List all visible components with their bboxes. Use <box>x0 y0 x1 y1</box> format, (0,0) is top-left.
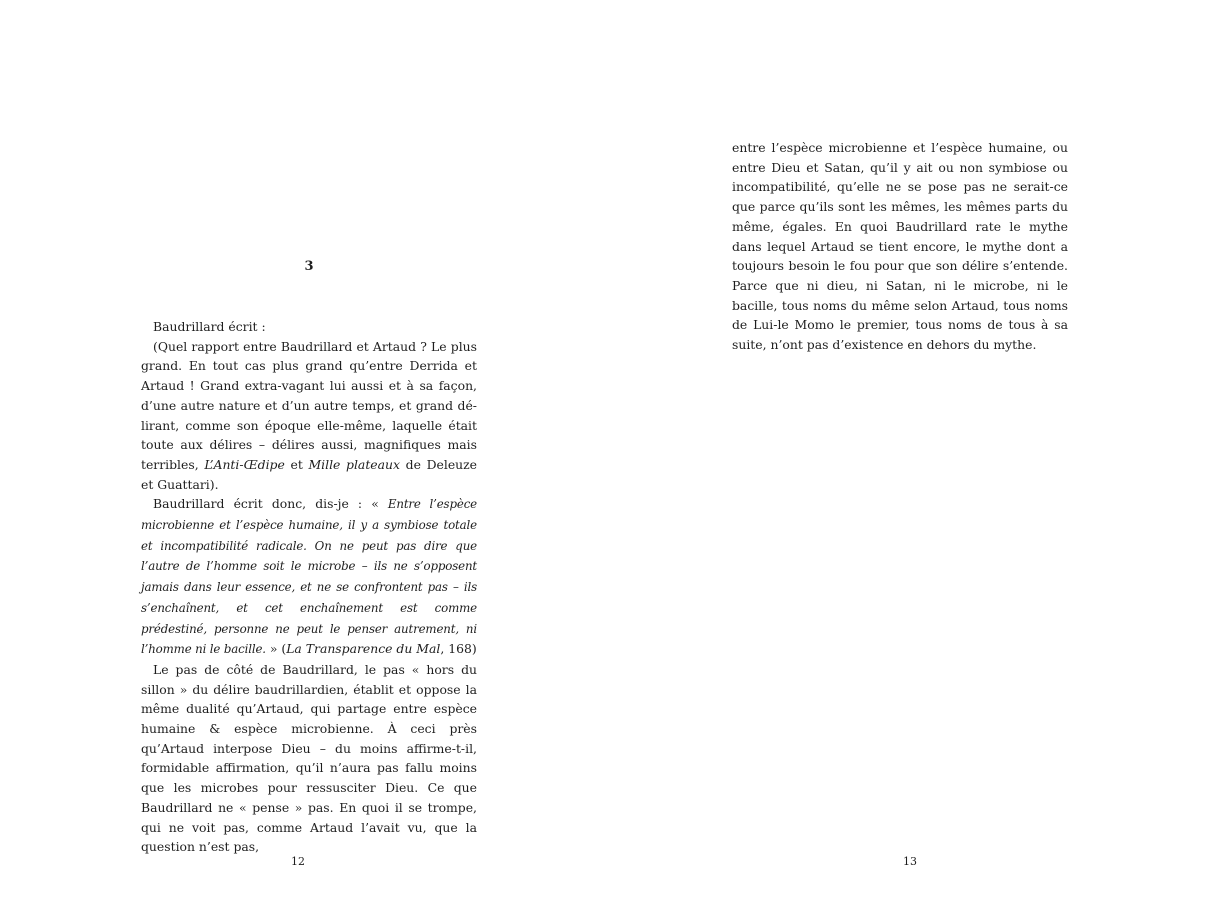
paragraph-2 <box>141 337 477 495</box>
chapter-number: 3 <box>304 259 314 274</box>
right-page-text <box>732 138 1068 355</box>
paragraph-3-intro: Baudrillard écrit donc, dis-je : « <box>153 496 388 512</box>
paragraph-3 <box>141 494 477 660</box>
baudrillard-quote: Entre l’espèce microbienne et l’espèce humaine, il y a symbiose totale et incompatibilité radicale. On ne peut pas dire que l’autre de l’homme soit le microbe – ils ne s’opposent jamais dans leur essence, et ne se confrontent pas – ils s’enchaînent, et cet enchaînement est comme prédestiné, personne ne peut le penser autrement, ni l’homme ni le bacille. <box>141 497 477 657</box>
page-number-right: 13 <box>903 855 917 868</box>
continuation-paragraph: entre l’espèce microbienne et l’espèce humaine, ou entre Dieu et Satan, qu’il y ait ou non symbiose ou incompatibilité, qu’elle ne se pose pas ne serait-ce que parce qu’ils sont les mêmes, les mêmes parts du même, égales. En quoi Baudrillard rate le mythe dans lequel Artaud se tient encore, le mythe dont a toujours besoin le fou pour que son délire s’entende. Parce que ni dieu, ni Satan, ni le microbe, ni le bacille, tous noms du même selon Artaud, tous noms de Lui-le Momo le premier, tous noms de tous à sa suite, n’ont pas d’existence en dehors du mythe. <box>732 140 1068 353</box>
book-title-anti-oedipe: L’Anti-Œdipe <box>204 456 285 472</box>
paragraph-2-and: et <box>284 456 309 472</box>
source-page-ref: , 168) <box>440 641 477 657</box>
paragraph-2-text-b: de Deleuze et Guattari). <box>141 456 477 492</box>
paragraph-3-close: » ( <box>265 641 287 657</box>
source-title: La Transparence du Mal <box>286 641 441 657</box>
paragraph-1: Baudrillard écrit : <box>153 319 266 334</box>
paragraph-2-text-a: (Quel rapport entre Baudrillard et Artaud ? Le plus grand. En tout cas plus grand qu’entre Derrida et Artaud ! Grand extra-vagant lui aussi et à sa façon, d’une autre nature et d’un autre temps, et grand dé-lirant, comme son époque elle-même, laquelle était toute aux délires – délires aussi, magnifiques mais terribles, <box>141 338 477 472</box>
page-number-left: 12 <box>291 855 305 868</box>
right-page <box>604 0 1208 912</box>
book-title-mille-plateaux: Mille plateaux <box>308 456 400 472</box>
left-page-text <box>141 317 477 857</box>
paragraph-4: Le pas de côté de Baudrillard, le pas « hors du sillon » du délire baudrillardien, établit et oppose la même dualité qu’Artaud, qui partage entre espèce humaine & espèce microbienne. À ceci près qu’Artaud interpose Dieu – du moins affirme-t-il, formidable affirmation, qu’il n’aura pas fallu moins que les microbes pour ressusciter Dieu. Ce que Baudrillard ne « pense » pas. En quoi il se trompe, qui ne voit pas, comme Artaud l’avait vu, que la question n’est pas, <box>141 661 477 855</box>
